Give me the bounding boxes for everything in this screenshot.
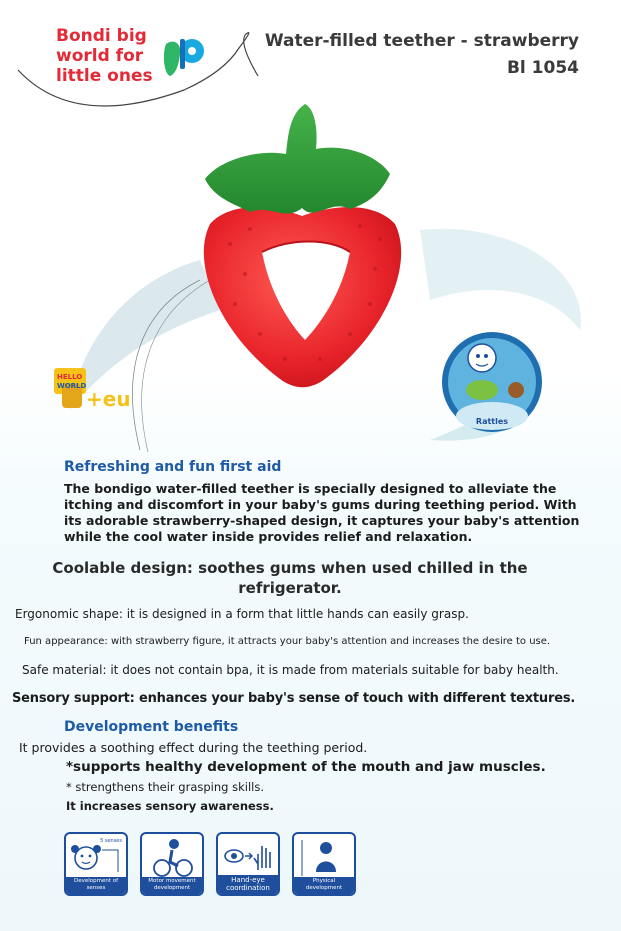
- intro-heading: Refreshing and fun first aid: [64, 459, 282, 475]
- development-icons-row: [64, 832, 356, 896]
- brand-logo-icon: [160, 34, 208, 84]
- brand-line-2: world for: [56, 46, 144, 66]
- brand-logo-text: [56, 26, 166, 86]
- child-figure-icon: [294, 834, 354, 880]
- coolable-design-text: Coolable design: soothes gums when used chilled in the refrigerator.: [52, 559, 528, 597]
- benefit-mouth-jaw: *supports healthy development of the mouth and jaw muscles.: [66, 759, 546, 775]
- benefits-heading: Development benefits: [64, 719, 239, 735]
- badge-left-text1: HELLO: [57, 373, 83, 381]
- icon-label-physical: Physical development: [294, 877, 354, 894]
- feature-safe-material: Safe material: it does not contain bpa, it is made from materials suitable for baby health.: [22, 663, 559, 677]
- benefit-sensory-awareness: It increases sensory awareness.: [66, 799, 274, 813]
- feature-ergonomic: Ergonomic shape: it is designed in a form that little hands can easily grasp.: [15, 607, 469, 621]
- rattles-badge: [438, 328, 546, 436]
- icon-card-hand-eye: [216, 832, 280, 896]
- icon-label-hand-eye: Hand-eye coordination: [218, 875, 278, 894]
- badge-left-text2: WORLD: [57, 382, 87, 390]
- feature-sensory-support: Sensory support: enhances your baby's sense of touch with different textures.: [12, 691, 576, 706]
- intro-paragraph: The bondigo water-filled teether is specially designed to alleviate the itching and discomfort in your baby's gums during teething period. With its adorable strawberry-shaped design, it captures your baby's attention while the cool water inside provides relief and relaxation.: [64, 481, 580, 544]
- product-title: Water-filled teether - strawberry: [264, 31, 579, 51]
- senses-corner-label: 5 senses: [100, 838, 122, 844]
- icon-label-senses: Development of senses: [66, 877, 126, 894]
- badge-left-suffix: +eu: [86, 387, 131, 410]
- bicycle-child-icon: [142, 834, 202, 880]
- benefit-soothing: It provides a soothing effect during the teething period.: [19, 740, 368, 755]
- icon-card-motor: [140, 832, 204, 896]
- icon-card-physical: [292, 832, 356, 896]
- icon-label-motor: Motor movement development: [142, 877, 202, 894]
- strawberry-teether-image: [190, 104, 420, 404]
- product-code: Bl 1054: [506, 58, 579, 78]
- product-title-block: [265, 28, 579, 82]
- hello-world-badge: [52, 366, 148, 410]
- benefit-grasping: * strengthens their grasping skills.: [66, 780, 264, 794]
- icon-card-senses: [64, 832, 128, 896]
- feature-fun-appearance: Fun appearance: with strawberry figure, it attracts your baby's attention and increases the desire to use.: [24, 636, 551, 647]
- eye-hand-icon: [218, 834, 278, 880]
- badge-right-label: Rattles: [475, 417, 509, 426]
- brand-line-3: little ones: [56, 66, 153, 86]
- brand-line-1: Bondi big: [56, 26, 147, 46]
